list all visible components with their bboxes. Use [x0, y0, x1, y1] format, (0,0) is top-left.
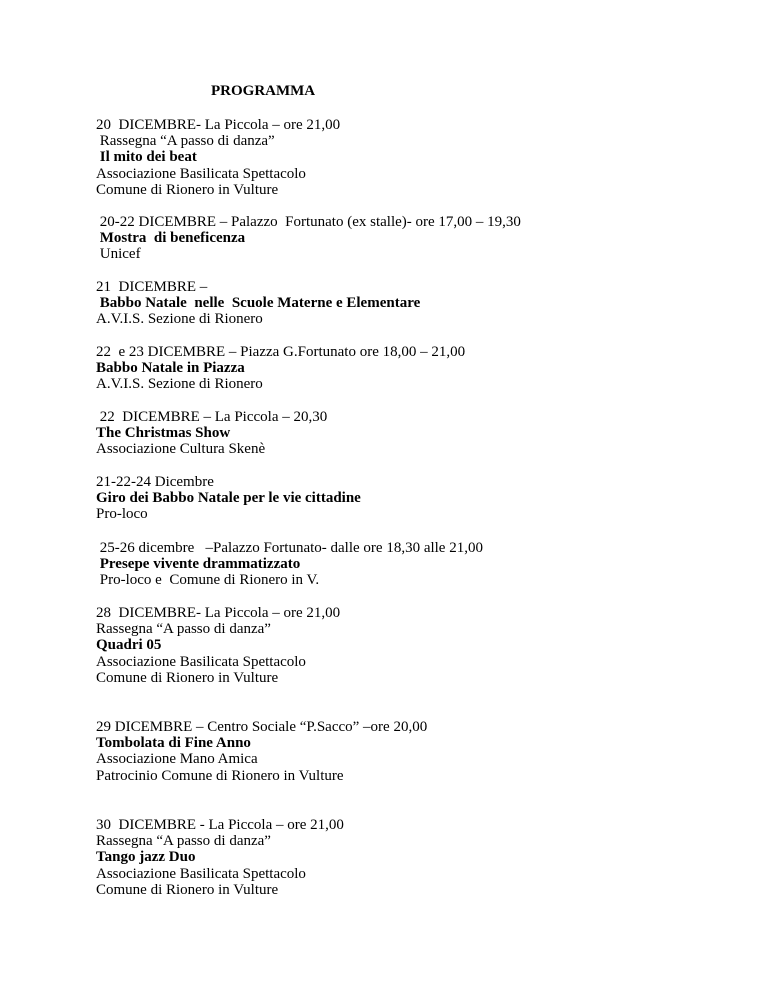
event-line: Associazione Cultura Skenè — [96, 441, 266, 458]
event-line: Comune di Rionero in Vulture — [96, 669, 279, 686]
event-line: A.V.I.S. Sezione di Rionero — [96, 376, 263, 393]
event-title: Presepe vivente drammatizzato — [96, 556, 301, 573]
event-line: Pro-loco — [96, 506, 148, 523]
event-block-1 — [96, 117, 746, 198]
event-block-3 — [96, 279, 746, 328]
event-line: 29 DICEMBRE – Centro Sociale “P.Sacco” –ore 20,00 — [96, 719, 428, 735]
event-line: Rassegna “A passo di danza” — [96, 133, 275, 150]
event-line: Comune di Rionero in Vulture — [96, 881, 279, 898]
event-block-9 — [96, 719, 746, 784]
event-line: Associazione Basilicata Spettacolo — [96, 653, 306, 670]
event-line: Rassegna “A passo di danza” — [96, 621, 271, 638]
event-block-6 — [96, 474, 746, 523]
event-line: 20-22 DICEMBRE – Palazzo Fortunato (ex stalle)- ore 17,00 – 19,30 — [96, 214, 521, 230]
event-title: Babbo Natale in Piazza — [96, 360, 245, 377]
event-line: 21 DICEMBRE – — [96, 279, 208, 295]
event-title: Quadri 05 — [96, 637, 162, 654]
event-line: 20 DICEMBRE- La Piccola – ore 21,00 — [96, 117, 341, 133]
event-line: Associazione Mano Amica — [96, 751, 258, 768]
event-title: Giro dei Babbo Natale per le vie cittadine — [96, 490, 361, 507]
event-line: 22 DICEMBRE – La Piccola – 20,30 — [96, 409, 328, 425]
event-title: Tombolata di Fine Anno — [96, 735, 251, 752]
event-line: Associazione Basilicata Spettacolo — [96, 165, 306, 182]
event-block-2 — [96, 214, 746, 263]
event-block-7 — [96, 540, 746, 589]
event-line: 30 DICEMBRE - La Piccola – ore 21,00 — [96, 817, 344, 833]
event-line: 22 e 23 DICEMBRE – Piazza G.Fortunato ore 18,00 – 21,00 — [96, 344, 466, 360]
event-block-5 — [96, 409, 746, 458]
event-block-4 — [96, 344, 746, 393]
event-line: Pro-loco e Comune di Rionero in V. — [96, 572, 320, 589]
event-line: Patrocinio Comune di Rionero in Vulture — [96, 767, 344, 784]
event-line: 21-22-24 Dicembre — [96, 474, 214, 490]
event-line: Comune di Rionero in Vulture — [96, 181, 279, 198]
event-line: 28 DICEMBRE- La Piccola – ore 21,00 — [96, 605, 341, 621]
page-title: PROGRAMMA — [211, 83, 316, 99]
event-block-10 — [96, 817, 746, 898]
event-line: 25-26 dicembre –Palazzo Fortunato- dalle ore 18,30 alle 21,00 — [96, 540, 483, 556]
event-title: Il mito dei beat — [96, 149, 197, 166]
event-line: Rassegna “A passo di danza” — [96, 833, 271, 850]
event-line: A.V.I.S. Sezione di Rionero — [96, 311, 263, 328]
event-title: Babbo Natale nelle Scuole Materne e Elementare — [96, 295, 421, 312]
event-title: Tango jazz Duo — [96, 849, 196, 866]
event-line: Unicef — [96, 246, 141, 263]
event-line: Associazione Basilicata Spettacolo — [96, 865, 306, 882]
event-title: The Christmas Show — [96, 425, 231, 442]
event-block-8 — [96, 605, 746, 686]
event-title: Mostra di beneficenza — [96, 230, 246, 247]
